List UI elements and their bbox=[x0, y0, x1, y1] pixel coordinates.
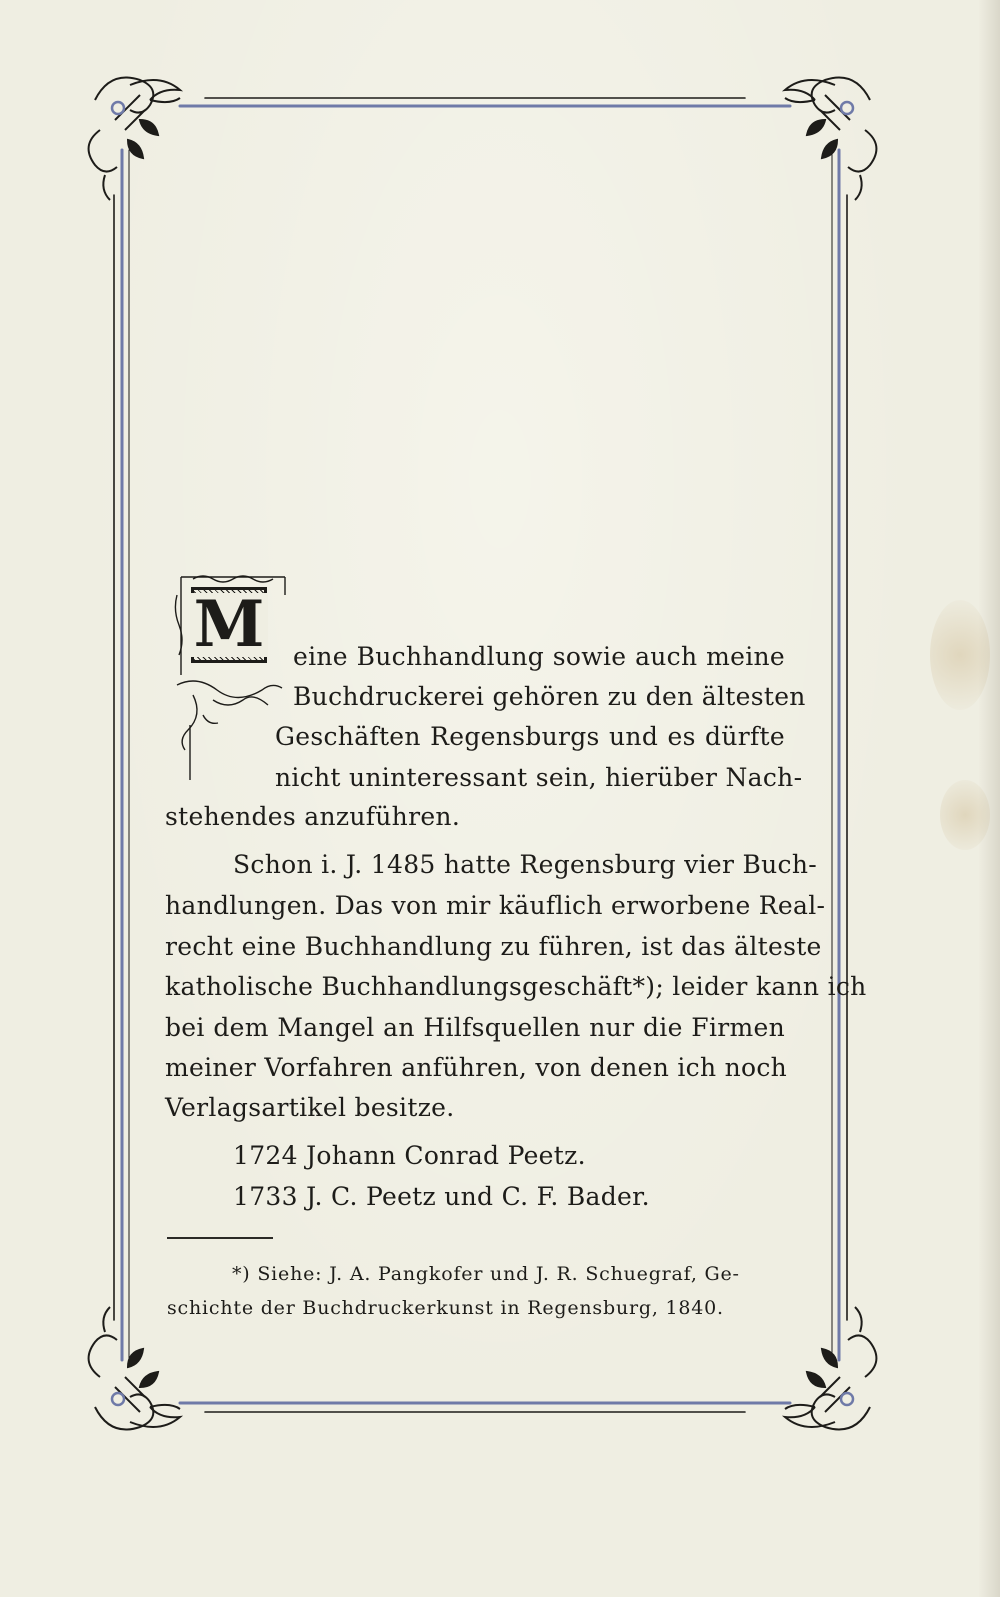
text-line: Geschäften Regensburgs und es dürfte bbox=[275, 722, 785, 751]
text-line: handlungen. Das von mir käuflich erworbene Real- bbox=[165, 891, 826, 920]
footnote-line: schichte der Buchdruckerkunst in Regensburg, 1840. bbox=[167, 1297, 724, 1319]
initial-letter: M bbox=[190, 593, 269, 657]
text-line: meiner Vorfahren anführen, von denen ich noch bbox=[165, 1053, 788, 1082]
firm-entry: 1733 J. C. Peetz und C. F. Bader. bbox=[233, 1182, 650, 1211]
initial-box bbox=[191, 587, 267, 663]
corner-ornament-bottom-right bbox=[785, 1307, 876, 1430]
corner-ornament-top-left bbox=[89, 78, 180, 201]
footnote-line: *) Siehe: J. A. Pangkofer und J. R. Schuegraf, Ge- bbox=[232, 1263, 740, 1285]
text-line: nicht uninteressant sein, hierüber Nach- bbox=[275, 763, 803, 792]
text-line: katholische Buchhandlungsgeschäft*); leider kann ich bbox=[165, 972, 867, 1001]
text-line: recht eine Buchhandlung zu führen, ist das älteste bbox=[165, 932, 822, 961]
corner-ornament-bottom-left bbox=[89, 1307, 180, 1430]
footnote-rule bbox=[167, 1237, 273, 1239]
text-line: stehendes anzuführen. bbox=[165, 802, 461, 831]
text-line: bei dem Mangel an Hilfsquellen nur die Firmen bbox=[165, 1013, 785, 1042]
firm-entry: 1724 Johann Conrad Peetz. bbox=[233, 1141, 586, 1170]
text-line: eine Buchhandlung sowie auch meine bbox=[293, 642, 785, 671]
corner-ornament-top-right bbox=[785, 78, 876, 201]
decorated-initial bbox=[173, 575, 288, 785]
text-line: Schon i. J. 1485 hatte Regensburg vier Buch- bbox=[233, 850, 817, 879]
text-line: Verlagsartikel besitze. bbox=[165, 1093, 455, 1122]
text-line: Buchdruckerei gehören zu den ältesten bbox=[293, 682, 806, 711]
